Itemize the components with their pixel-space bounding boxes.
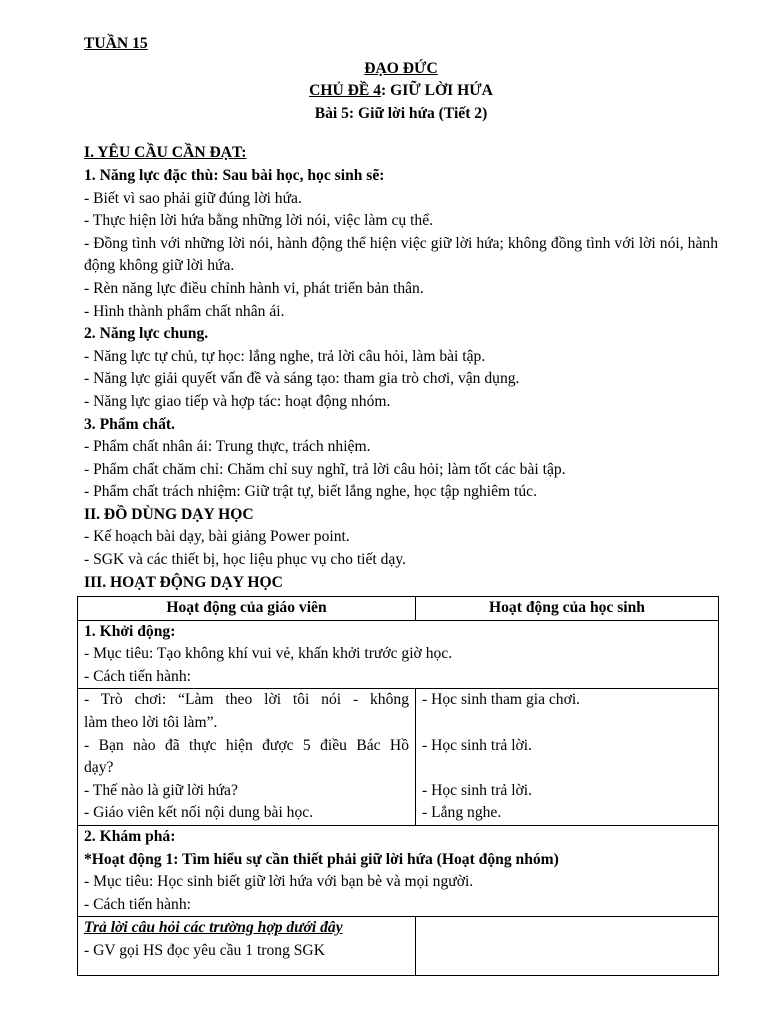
list-item: - Lắng nghe. — [422, 804, 502, 822]
list-item: - Đồng tình với những lời nói, hành động thể hiện việc giữ lời hứa; không đồng tình với lời nói, hành động không giữ lời hứa. — [84, 234, 718, 275]
table-row — [78, 620, 719, 689]
warmup-intro-cell — [78, 620, 719, 689]
list-item: - Mục tiêu: Tạo không khí vui vẻ, khấn khởi trước giờ học. — [84, 645, 453, 663]
week-label: TUẦN 15 — [84, 35, 148, 52]
list-item: - Phẩm chất nhân ái: Trung thực, trách nhiệm. — [84, 438, 371, 456]
list-item: - Cách tiến hành: — [84, 667, 191, 685]
table-row — [78, 689, 719, 826]
explore-intro-cell — [78, 825, 719, 916]
explore-student-cell — [416, 917, 719, 976]
list-item: - Cách tiến hành: — [84, 895, 191, 913]
column-header-student: Hoạt động của học sinh — [416, 597, 719, 621]
section-activities-heading: III. HOẠT ĐỘNG DẠY HỌC — [84, 573, 283, 591]
list-item: - Thực hiện lời hứa bằng những lời nói, việc làm cụ thể. — [84, 212, 434, 230]
subsection-specific-competence-heading: 1. Năng lực đặc thù: Sau bài học, học sinh sẽ: — [84, 166, 385, 184]
subsection-qualities-heading: 3. Phẩm chất. — [84, 415, 175, 433]
lesson-title: Bài 5: Giữ lời hứa (Tiết 2) — [314, 104, 488, 122]
topic-title — [84, 80, 718, 103]
activities-table — [77, 596, 719, 976]
subject-text: ĐẠO ĐỨC — [364, 59, 438, 77]
list-item: - Mục tiêu: Học sinh biết giữ lời hứa với bạn bè và mọi người. — [84, 873, 474, 891]
list-item: - Hình thành phẩm chất nhân ái. — [84, 302, 285, 320]
topic-rest: : GIỮ LỜI HỨA — [381, 82, 493, 100]
list-item: - GV gọi HS đọc yêu cầu 1 trong SGK — [84, 941, 325, 959]
warmup-heading: 1. Khởi động: — [84, 622, 176, 640]
section-requirements-heading: I. YÊU CẦU CẦN ĐẠT: — [84, 144, 247, 162]
table-row — [78, 917, 719, 976]
subject-title — [84, 58, 718, 81]
list-item: - Phẩm chất chăm chỉ: Chăm chỉ suy nghĩ, trả lời câu hỏi; làm tốt các bài tập. — [84, 460, 566, 478]
list-item: - Biết vì sao phải giữ đúng lời hứa. — [84, 189, 302, 207]
explore-teacher-cell — [78, 917, 416, 976]
list-item: - Năng lực giải quyết vấn đề và sáng tạo: tham gia trò chơi, vận dụng. — [84, 370, 520, 388]
table-header-row — [78, 597, 719, 621]
list-item: - Trò chơi: “Làm theo lời tôi nói - không — [84, 691, 409, 709]
list-item: - Học sinh trả lời. — [422, 781, 533, 799]
teacher-task-heading: Trả lời câu hỏi các trường hợp dưới đây — [84, 919, 343, 937]
spacer — [422, 757, 712, 780]
list-item: - Thế nào là giữ lời hứa? — [84, 781, 238, 799]
list-item: - Năng lực giao tiếp và hợp tác: hoạt động nhóm. — [84, 392, 391, 410]
list-item: - Giáo viên kết nối nội dung bài học. — [84, 804, 314, 822]
list-item: - SGK và các thiết bị, học liệu phục vụ cho tiết dạy. — [84, 551, 407, 569]
warmup-teacher-cell — [78, 689, 416, 826]
list-item: - Năng lực tự chủ, tự học: lắng nghe, trả lời câu hỏi, làm bài tập. — [84, 347, 486, 365]
lesson-document — [84, 33, 718, 594]
list-item: - Kế hoạch bài dạy, bài giảng Power point. — [84, 528, 350, 546]
list-item: dạy? — [84, 759, 114, 777]
subsection-general-competence-heading: 2. Năng lực chung. — [84, 325, 209, 343]
list-item: - Rèn năng lực điều chỉnh hành vi, phát triển bản thân. — [84, 279, 424, 297]
list-item: - Phẩm chất trách nhiệm: Giữ trật tự, biết lắng nghe, học tập nghiêm túc. — [84, 483, 537, 501]
list-item: làm theo lời tôi làm”. — [84, 713, 218, 731]
column-header-teacher: Hoạt động của giáo viên — [78, 597, 416, 621]
activity-1-heading: *Hoạt động 1: Tìm hiểu sự cần thiết phải giữ lời hứa (Hoạt động nhóm) — [84, 850, 559, 868]
spacer — [422, 712, 712, 735]
list-item: - Học sinh tham gia chơi. — [422, 691, 581, 709]
list-item: - Học sinh trả lời. — [422, 736, 533, 754]
section-materials-heading: II. ĐỒ DÙNG DẠY HỌC — [84, 505, 254, 523]
list-item: - Bạn nào đã thực hiện được 5 điều Bác Hồ — [84, 736, 409, 754]
topic-label: CHỦ ĐỀ 4 — [309, 82, 381, 100]
warmup-student-cell — [416, 689, 719, 826]
table-row — [78, 825, 719, 916]
explore-heading: 2. Khám phá: — [84, 827, 176, 845]
